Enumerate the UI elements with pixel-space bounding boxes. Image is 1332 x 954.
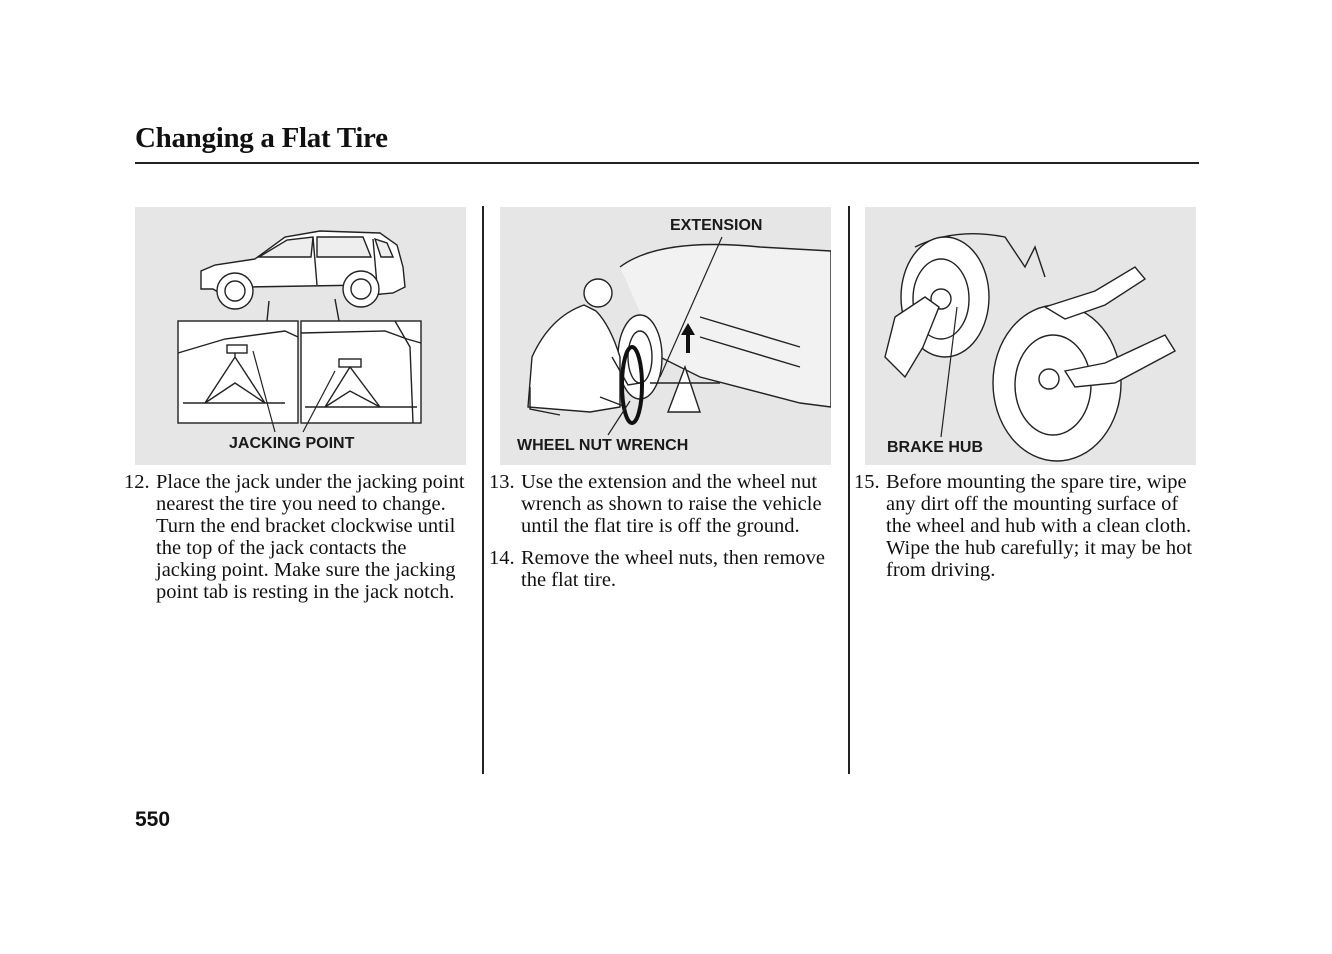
step-15 [854,471,1199,581]
car-jack-illustration [135,207,466,465]
step-12 [124,471,469,603]
step-14 [489,547,834,591]
page-title: Changing a Flat Tire [135,122,388,154]
column-divider [848,206,850,774]
step-text: Place the jack under the jacking point nearest the tire you need to change. Turn the end bracket clockwise until the top of the jack contacts the jacking point. Make sure the jacking point tab is resting in the jack notch. [156,471,465,603]
figure-brake-hub [865,207,1196,465]
step-text: Before mounting the spare tire, wipe any dirt off the mounting surface of the wheel and hub with a clean cloth. Wipe the hub carefully; it may be hot from driving. [886,471,1193,581]
column-divider [482,206,484,774]
jacking-point-label: JACKING POINT [229,435,355,452]
step-number: 14. [489,547,515,569]
step-number: 13. [489,471,515,493]
page-number: 550 [135,808,171,831]
wrench-illustration [500,207,831,465]
step-13 [489,471,834,537]
figure-wheel-nut-wrench [500,207,831,465]
extension-label: EXTENSION [670,217,763,234]
title-rule [135,162,1199,164]
brake-hub-label: BRAKE HUB [887,439,983,456]
step-number: 12. [124,471,150,493]
step-text: Use the extension and the wheel nut wrench as shown to raise the vehicle until the flat tire is off the ground. [521,471,822,537]
step-text: Remove the wheel nuts, then remove the flat tire. [521,547,825,591]
figure-jacking-point [135,207,466,465]
brake-hub-illustration [865,207,1196,465]
wheel-nut-wrench-label: WHEEL NUT WRENCH [517,437,689,454]
step-13-14 [489,471,834,591]
step-number: 15. [854,471,880,493]
